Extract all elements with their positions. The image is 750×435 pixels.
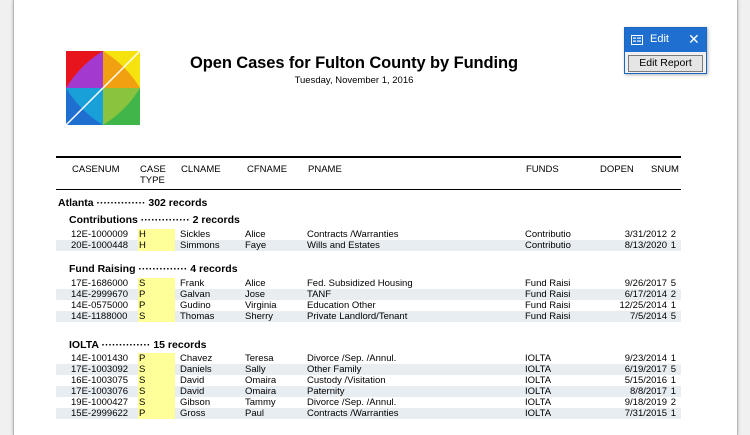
cell-snum: 5: [670, 278, 676, 289]
cell-cfname: Omaira: [245, 375, 277, 386]
cell-pname: Custody /Visitation: [307, 375, 386, 386]
table-row: [56, 229, 681, 240]
cell-clname: Chavez: [180, 353, 213, 364]
cell-funds: IOLTA: [525, 386, 552, 397]
cell-casenum: 20E-1000448: [71, 240, 129, 251]
cell-casenum: 14E-2999670: [71, 289, 129, 300]
cell-snum: 2: [670, 397, 676, 408]
cell-pname: Contracts /Warranties: [307, 229, 399, 240]
table-row: [56, 240, 681, 251]
cell-snum: 1: [670, 375, 676, 386]
cell-casenum: 14E-0575000: [71, 300, 129, 311]
cell-clname: Galvan: [180, 289, 211, 300]
cell-casetype: H: [138, 240, 175, 251]
group-iolta: IOLTA ·············· 15 records: [69, 339, 207, 351]
cell-pname: Divorce /Sep. /Annul.: [307, 397, 397, 408]
cell-clname: Gross: [180, 408, 206, 419]
cell-casenum: 17E-1003076: [71, 386, 129, 397]
cell-casetype: S: [138, 311, 175, 322]
cell-cfname: Jose: [245, 289, 266, 300]
cell-snum: 1: [670, 353, 676, 364]
cell-clname: Gudino: [180, 300, 211, 311]
cell-pname: Paternity: [307, 386, 345, 397]
cell-cfname: Omaira: [245, 386, 277, 397]
cell-funds: Fund Raisi: [525, 289, 571, 300]
cell-snum: 1: [670, 386, 676, 397]
cell-clname: Sickles: [180, 229, 211, 240]
cell-pname: Divorce /Sep. /Annul.: [307, 353, 397, 364]
cell-casetype: P: [138, 353, 175, 364]
cell-pname: TANF: [307, 289, 332, 300]
cell-clname: Simmons: [180, 240, 220, 251]
cell-dopen: 6/19/2017: [624, 364, 667, 375]
col-header-funds: FUNDS: [526, 164, 559, 175]
cell-casetype: P: [138, 408, 175, 419]
cell-clname: Thomas: [180, 311, 215, 322]
cell-snum: 1: [670, 300, 676, 311]
edit-popup-title: Edit: [650, 33, 669, 45]
table-row: [56, 386, 681, 397]
header-rule-bottom: [56, 189, 681, 190]
cell-pname: Private Landlord/Tenant: [307, 311, 408, 322]
cell-cfname: Tammy: [245, 397, 276, 408]
cell-snum: 1: [670, 408, 676, 419]
table-row: [56, 364, 681, 375]
cell-funds: IOLTA: [525, 408, 552, 419]
cell-casenum: 17E-1686000: [71, 278, 129, 289]
cell-snum: 5: [670, 311, 676, 322]
cell-pname: Education Other: [307, 300, 376, 311]
cell-casenum: 14E-1188000: [71, 311, 128, 322]
cell-casetype: H: [138, 229, 175, 240]
cell-dopen: 9/18/2019: [624, 397, 667, 408]
cell-casetype: S: [138, 386, 175, 397]
edit-popup-titlebar[interactable]: [625, 28, 706, 52]
col-header-cfname: CFNAME: [247, 164, 288, 175]
cell-funds: IOLTA: [525, 397, 552, 408]
table-row: [56, 278, 681, 289]
cell-pname: Wills and Estates: [307, 240, 380, 251]
table-row: [56, 311, 681, 322]
table-row: [56, 408, 681, 419]
four-color-logo-icon: [66, 51, 140, 125]
col-header-dopen: DOPEN: [600, 164, 634, 175]
cell-casenum: 15E-2999622: [71, 408, 129, 419]
cell-clname: Daniels: [180, 364, 212, 375]
cell-funds: Fund Raisi: [525, 278, 571, 289]
col-header-pname: PNAME: [308, 164, 342, 175]
table-row: [56, 353, 681, 364]
cell-cfname: Sherry: [245, 311, 273, 322]
cell-casetype: S: [138, 375, 175, 386]
header-rule-top: [56, 156, 681, 158]
cell-dopen: 3/31/2012: [624, 229, 667, 240]
group-office: Atlanta ·············· 302 records: [58, 197, 208, 209]
cell-funds: Contributio: [525, 240, 571, 251]
cell-funds: IOLTA: [525, 375, 552, 386]
cell-casenum: 16E-1003075: [71, 375, 129, 386]
cell-dopen: 8/13/2020: [624, 240, 667, 251]
group-contributions: Contributions ·············· 2 records: [69, 214, 240, 226]
cell-dopen: 9/26/2017: [624, 278, 667, 289]
cell-snum: 2: [670, 289, 676, 300]
cell-pname: Other Family: [307, 364, 362, 375]
report-date: Tuesday, November 1, 2016: [294, 75, 414, 86]
cell-dopen: 7/31/2015: [624, 408, 667, 419]
cell-dopen: 12/25/2014: [619, 300, 667, 311]
cell-clname: David: [180, 375, 205, 386]
table-row: [56, 397, 681, 408]
cell-casenum: 12E-1000009: [71, 229, 129, 240]
cell-pname: Fed. Subsidized Housing: [307, 278, 413, 289]
cell-casetype: S: [138, 397, 175, 408]
cell-dopen: 5/15/2016: [624, 375, 667, 386]
cell-cfname: Alice: [245, 278, 266, 289]
cell-casetype: P: [138, 300, 175, 311]
cell-clname: Gibson: [180, 397, 211, 408]
cell-casetype: S: [138, 278, 175, 289]
col-header-casetype-line2: TYPE: [140, 175, 165, 186]
cell-cfname: Faye: [245, 240, 267, 251]
cell-casetype: P: [138, 289, 175, 300]
cell-snum: 2: [670, 229, 676, 240]
close-icon[interactable]: ✕: [688, 31, 700, 47]
cell-cfname: Paul: [245, 408, 265, 419]
table-row: [56, 375, 681, 386]
cell-casenum: 19E-1000427: [71, 397, 129, 408]
cell-funds: Fund Raisi: [525, 300, 571, 311]
cell-funds: Contributio: [525, 229, 571, 240]
cell-casetype: S: [138, 364, 175, 375]
cell-cfname: Virginia: [245, 300, 277, 311]
cell-snum: 1: [670, 240, 676, 251]
col-header-casetype-line1: CASE: [140, 164, 166, 175]
cell-funds: IOLTA: [525, 364, 552, 375]
col-header-casenum: CASENUM: [72, 164, 120, 175]
cell-cfname: Teresa: [245, 353, 274, 364]
cell-dopen: 6/17/2014: [624, 289, 667, 300]
cell-clname: Frank: [180, 278, 205, 289]
table-row: [56, 289, 681, 300]
report-title: Open Cases for Fulton County by Funding: [190, 54, 518, 72]
cell-cfname: Alice: [245, 229, 266, 240]
cell-dopen: 9/23/2014: [624, 353, 667, 364]
col-header-clname: CLNAME: [181, 164, 221, 175]
cell-snum: 5: [670, 364, 676, 375]
cell-casenum: 14E-1001430: [71, 353, 129, 364]
cell-dopen: 8/8/2017: [630, 386, 667, 397]
cell-pname: Contracts /Warranties: [307, 408, 399, 419]
cell-funds: IOLTA: [525, 353, 552, 364]
table-row: [56, 300, 681, 311]
edit-popup-window[interactable]: [624, 27, 707, 74]
cell-dopen: 7/5/2014: [630, 311, 667, 322]
edit-report-button[interactable]: Edit Report: [628, 55, 703, 72]
col-header-snum: SNUM: [651, 164, 679, 175]
cell-funds: Fund Raisi: [525, 311, 571, 322]
form-icon: [631, 35, 643, 45]
cell-clname: David: [180, 386, 205, 397]
cell-cfname: Sally: [245, 364, 266, 375]
group-fundraising: Fund Raising ·············· 4 records: [69, 263, 238, 275]
cell-casenum: 17E-1003092: [71, 364, 129, 375]
